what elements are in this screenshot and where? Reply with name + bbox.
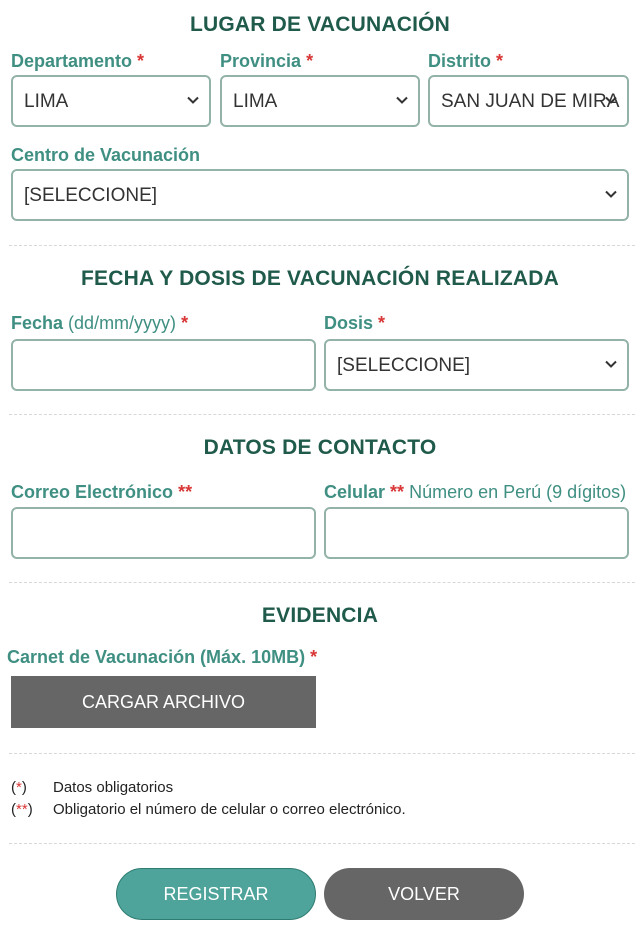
legend-required-mark: (*) [11,779,27,796]
upload-file-button[interactable]: CARGAR ARCHIVO [11,676,316,728]
divider [9,582,635,583]
section-title-lugar: LUGAR DE VACUNACIÓN [189,13,451,36]
section-title-fecha-dosis: FECHA Y DOSIS DE VACUNACIÓN REALIZADA [81,267,559,290]
distrito-value: SAN JUAN DE MIRA [441,91,620,112]
centro-value: [SELECCIONE] [24,185,158,206]
legend-contact-mark: (**) [11,801,33,818]
distrito-label: Distrito * [428,51,504,71]
centro-select[interactable] [11,169,629,221]
chevron-down-icon [395,93,409,107]
chevron-down-icon [604,93,618,107]
fecha-label: Fecha (dd/mm/yyyy) * [11,313,189,333]
chevron-down-icon [186,93,200,107]
divider [9,414,635,415]
dosis-label: Dosis * [324,313,386,333]
chevron-down-icon [604,187,618,201]
dosis-value: [SELECCIONE] [337,355,471,376]
legend-required-text: Datos obligatorios [53,779,174,796]
divider [9,245,635,246]
departamento-select[interactable] [11,75,211,127]
provincia-label: Provincia * [220,51,314,71]
provincia-value: LIMA [233,91,278,112]
distrito-select[interactable] [428,75,629,127]
celular-label: Celular ** Número en Perú (9 dígitos) [324,482,627,502]
legend-contact-text: Obligatorio el número de celular o correo electrónico. [53,801,406,818]
back-button[interactable]: VOLVER [324,868,524,920]
fecha-input[interactable] [11,339,316,391]
celular-input[interactable] [324,507,629,559]
section-title-evidencia: EVIDENCIA [261,604,379,627]
divider [9,843,635,844]
chevron-down-icon [604,357,618,371]
centro-label: Centro de Vacunación [11,145,201,165]
divider [9,753,635,754]
carnet-label: Carnet de Vacunación (Máx. 10MB) * [7,647,318,667]
dosis-select[interactable] [324,339,629,391]
departamento-label: Departamento * [11,51,145,71]
provincia-select[interactable] [220,75,420,127]
departamento-value: LIMA [24,91,69,112]
register-button[interactable]: REGISTRAR [116,868,316,920]
correo-input[interactable] [11,507,316,559]
correo-label: Correo Electrónico ** [11,482,193,502]
section-title-contacto: DATOS DE CONTACTO [203,436,437,459]
